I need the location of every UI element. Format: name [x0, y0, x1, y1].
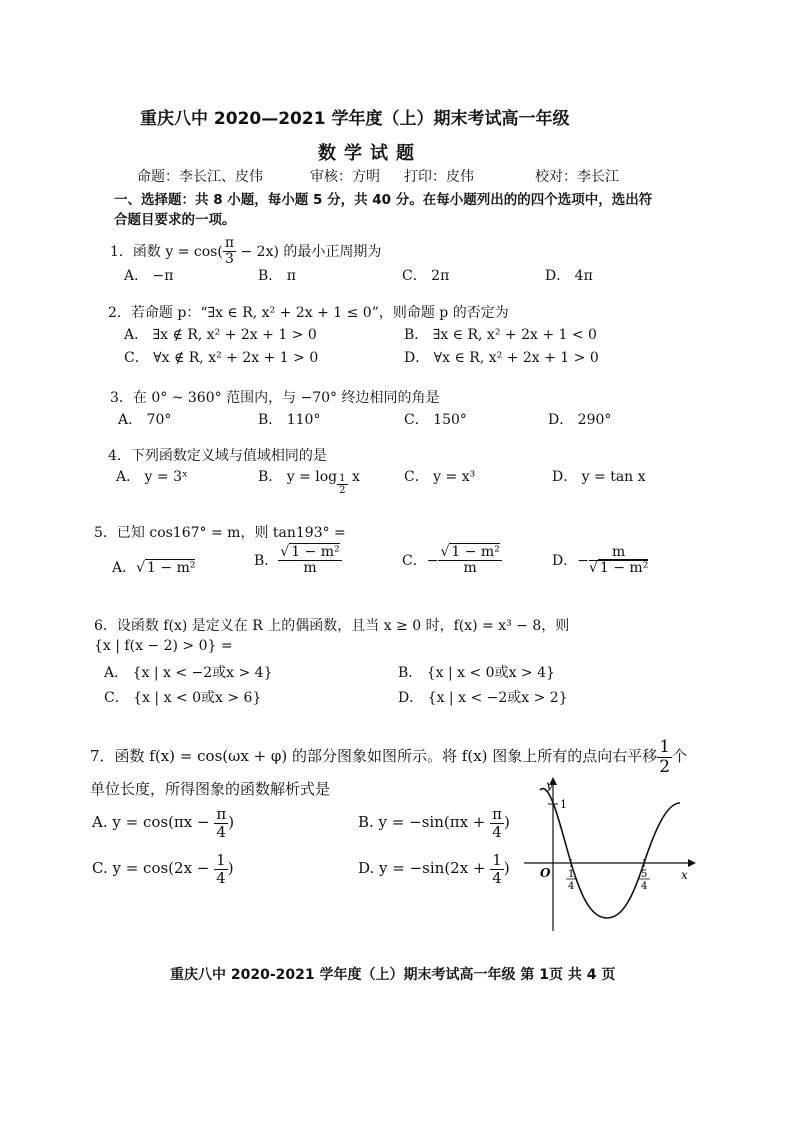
question-2-stem: 2．若命题 p：“∃x ∈ R, x² + 2x + 1 ≤ 0”，则命题 p 的否定为 — [108, 305, 509, 321]
q5-b-fraction: $\frac{\text{√ 1 − m²}}{m}$ — [280, 544, 340, 577]
q3-option-a: A． 70° — [118, 412, 172, 428]
q5-c-minus: − — [426, 552, 439, 569]
staff-printer: 打印：皮伟 — [404, 169, 474, 185]
q7-d-pre: D. y = −sin(2x + — [358, 859, 491, 877]
q5-label-b: B． — [254, 552, 279, 569]
q7-a-post: ) — [228, 813, 235, 831]
q5-option-d — [552, 545, 648, 577]
graph-tick1-num: 1 — [568, 869, 575, 880]
q7-b-fraction — [490, 806, 504, 840]
q4-option-a: A． y = 3ˣ — [116, 469, 188, 485]
q3-option-d: D． 290° — [548, 412, 612, 428]
q7-a-den: 4 — [216, 822, 227, 841]
q6-option-d: D． {x | x < −2或x > 2} — [398, 690, 568, 706]
graph-tick2-den: 4 — [641, 881, 648, 892]
q1-option-c: C． 2π — [402, 268, 450, 284]
q4-option-b — [258, 466, 360, 496]
q7-b-pre: B. y = −sin(πx + — [358, 813, 491, 831]
q5-d-fraction: $\frac{m}{\text{√ 1 − m²}}$ — [588, 544, 649, 577]
q5-label-d: D． — [552, 552, 578, 569]
q5-option-c — [402, 545, 502, 577]
exam-title: 重庆八中 2020—2021 学年度（上）期末考试高一年级 — [140, 109, 570, 129]
question-3-stem: 3．在 0° ~ 360° 范围内，与 −70° 终边相同的角是 — [110, 390, 440, 406]
q4-option-b-tail: x — [347, 469, 360, 485]
q5-d-den: 1 − m² — [599, 560, 649, 577]
graph-tick2-num: 5 — [641, 869, 648, 880]
q6-option-c: C． {x | x < 0或x > 6} — [104, 690, 262, 706]
q4-log-base — [337, 473, 347, 496]
q7-c-post: ) — [227, 859, 234, 877]
subject-title: 数学试题 — [318, 143, 422, 164]
q7-c-den: 4 — [216, 868, 226, 887]
question-7-stem-line1 — [90, 738, 687, 776]
q2-option-b: B． ∃x ∈ R, x² + 2x + 1 < 0 — [404, 327, 597, 343]
q7-c-pre: C. y = cos(2x − — [92, 859, 215, 877]
q1-option-b: B． π — [258, 268, 296, 284]
question-1-stem — [110, 236, 381, 268]
graph-tick1-den: 4 — [568, 881, 575, 892]
q7-option-a — [92, 806, 234, 840]
q4-option-b-text: B． y = log — [258, 469, 338, 485]
q7-option-d — [358, 852, 510, 886]
question-5-stem: 5．已知 cos167° = m，则 tan193° = — [94, 525, 346, 541]
q5-option-a: A．√ 1 − m² — [112, 560, 196, 576]
q7-d-fraction — [490, 852, 504, 886]
q1-option-d: D． 4π — [545, 268, 593, 284]
graph-origin-label: O — [540, 866, 551, 880]
q7-option-b — [358, 806, 510, 840]
q7-option-c — [92, 852, 234, 886]
q1-stem-pre: 1．函数 y = cos( — [110, 243, 223, 260]
q4-option-c: C． y = x³ — [404, 469, 476, 485]
q5-a-radicand: 1 − m² — [147, 560, 196, 576]
q7-b-post: ) — [504, 813, 510, 831]
q3-option-c: C． 150° — [404, 412, 467, 428]
q7-cosine-graph — [520, 775, 700, 935]
q7-b-num: π — [492, 805, 502, 823]
question-6-stem-line2: {x | f(x − 2) > 0} = — [94, 638, 233, 654]
q5-label-a: A． — [112, 560, 137, 576]
q2-option-d: D． ∀x ∈ R, x² + 2x + 1 > 0 — [404, 350, 599, 366]
graph-y-label: y — [546, 778, 553, 792]
staff-author: 命题：李长江、皮伟 — [137, 169, 263, 185]
q5-label-c: C． — [402, 552, 427, 569]
q7-b-den: 4 — [492, 822, 502, 841]
graph-y-tick-label: 1 — [560, 798, 567, 811]
question-7-stem-line2: 单位长度，所得图象的函数解析式是 — [90, 780, 331, 798]
q2-option-c: C． ∀x ∉ R, x² + 2x + 1 > 0 — [124, 350, 319, 366]
q7-c-fraction — [214, 852, 228, 886]
q1-frac-den: 3 — [224, 251, 234, 268]
q7-d-den: 4 — [492, 868, 502, 887]
q4-option-d: D． y = tan x — [552, 469, 646, 485]
q7-a-pre: A. y = cos(πx − — [92, 813, 215, 831]
q7-shift-fraction — [657, 738, 672, 776]
q1-option-a: A． −π — [124, 268, 174, 284]
q7-a-num: π — [216, 805, 227, 823]
q5-c-num: 1 − m² — [451, 544, 500, 560]
graph-x-label: x — [681, 868, 688, 882]
q5-b-num: 1 − m² — [291, 544, 340, 560]
q7-d-num: 1 — [492, 851, 502, 869]
q1-frac-num: π — [224, 235, 235, 251]
question-4-stem: 4．下列函数定义域与值域相同的是 — [108, 448, 327, 464]
section-instructions-line2: 合题目要求的一项。 — [114, 212, 236, 228]
q7-shift-num: 1 — [659, 737, 671, 757]
q7-d-post: ) — [503, 859, 510, 877]
question-6-stem-line1: 6．设函数 f(x) 是定义在 R 上的偶函数，且当 x ≥ 0 时，f(x) = x³ − 8，则 — [94, 618, 570, 634]
q6-option-b: B． {x | x < 0或x > 4} — [398, 665, 555, 681]
graph-x-arrow — [688, 859, 696, 867]
page-footer: 重庆八中 2020-2021 学年度（上）期末考试高一年级 第 1页 共 4 页 — [170, 967, 616, 983]
staff-reviewer: 审核：方明 — [310, 169, 380, 185]
q5-d-minus: − — [577, 552, 589, 569]
q2-option-a: A． ∃x ∉ R, x² + 2x + 1 > 0 — [124, 327, 317, 343]
q4-log-base-num: 1 — [339, 473, 346, 484]
q7-a-fraction — [214, 806, 228, 840]
q5-c-den: m — [463, 560, 477, 577]
q3-option-b: B． 110° — [258, 412, 321, 428]
q7-c-num: 1 — [216, 851, 226, 869]
q7-stem-post: 个 — [672, 747, 688, 766]
q5-c-fraction: $\frac{\text{√ 1 − m²}}{m}$ — [440, 544, 500, 577]
q4-log-base-den: 2 — [339, 485, 346, 496]
q5-d-num: m — [589, 545, 648, 561]
q5-option-b — [254, 545, 342, 577]
staff-proofreader: 校对：李长江 — [535, 169, 619, 185]
section-instructions-line1: 一、选择题：共 8 小题，每小题 5 分，共 40 分。在每小题列出的的四个选项中，选出符 — [114, 192, 653, 208]
q7-shift-den: 2 — [659, 756, 671, 777]
q5-b-den: m — [303, 560, 317, 577]
q7-stem-pre: 7．函数 f(x) = cos(ωx + φ) 的部分图象如图所示。将 f(x) 图象上所有的点向右平移 — [90, 747, 658, 766]
q1-stem-post: − 2x) 的最小正周期为 — [236, 243, 382, 260]
q6-option-a: A． {x | x < −2或x > 4} — [104, 665, 273, 681]
q1-fraction — [223, 236, 236, 268]
